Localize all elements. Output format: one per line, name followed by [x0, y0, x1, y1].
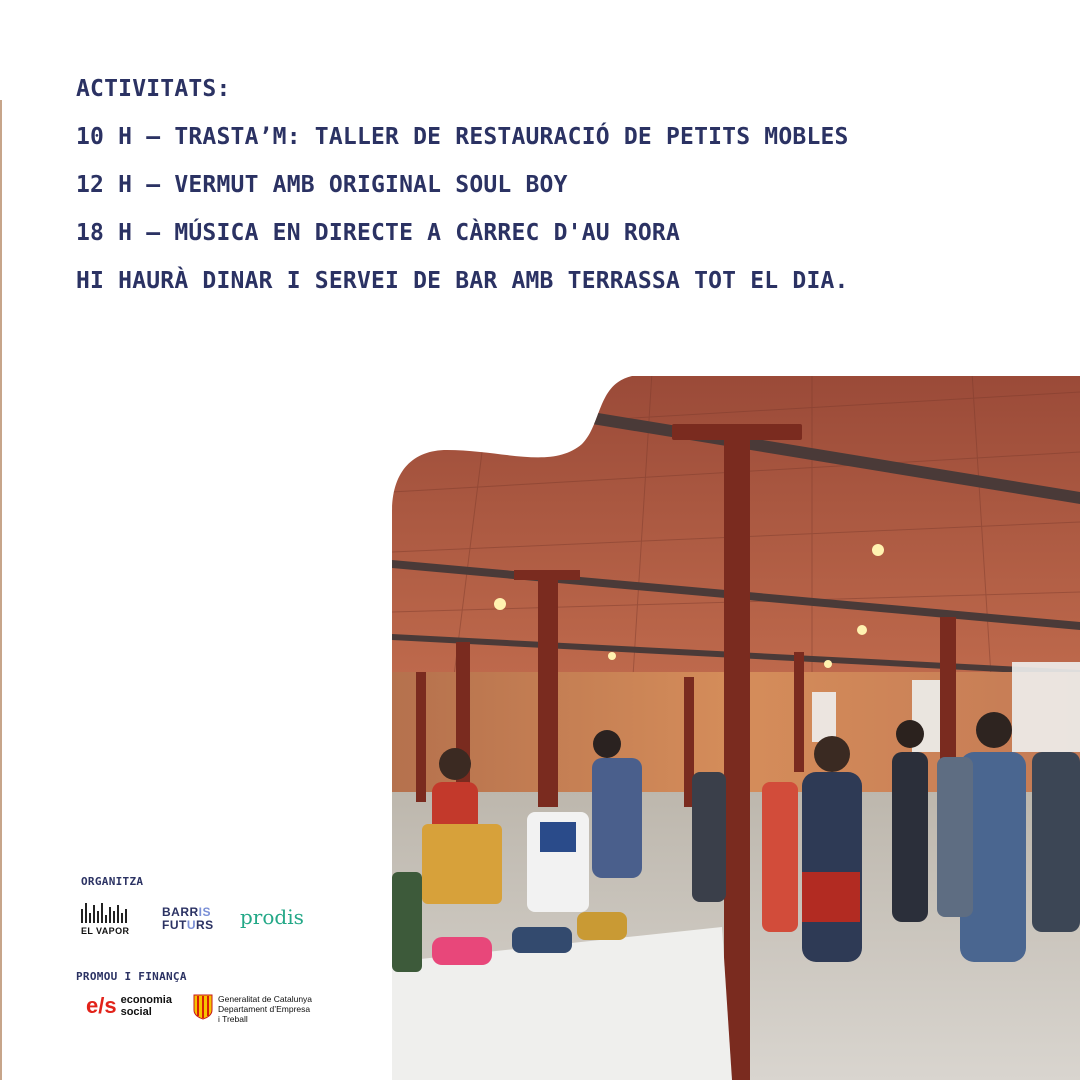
department-text-2: i Treball — [218, 1014, 248, 1024]
generalitat-shield-icon — [193, 994, 213, 1020]
barris-accent-text: IS — [198, 905, 212, 919]
prodis-logo: prodis — [240, 905, 304, 929]
el-vapor-bars-icon — [81, 903, 137, 923]
el-vapor-wordmark: EL VAPOR — [81, 926, 130, 936]
organizes-heading: ORGANITZA — [81, 875, 144, 888]
generalitat-logo — [193, 994, 312, 1024]
economia-social-logo — [86, 994, 172, 1018]
activities-heading: ACTIVITATS: — [76, 76, 231, 102]
department-text: Departament d’Empresa — [218, 1004, 311, 1014]
left-edge-line — [0, 100, 2, 1080]
funds-heading: PROMOU I FINANÇA — [76, 970, 187, 983]
market-hall-photo — [392, 372, 1080, 1080]
activity-item: 12 H – VERMUT AMB ORIGINAL SOUL BOY — [76, 172, 568, 198]
activities-block — [76, 72, 849, 312]
economia-social-wordmark — [121, 994, 172, 1018]
futurs-accent-text: U — [186, 918, 196, 932]
generalitat-text: Generalitat de Catalunya — [218, 994, 313, 1004]
barris-futurs-logo — [162, 906, 214, 932]
activities-note: HI HAURÀ DINAR I SERVEI DE BAR AMB TERRASSA TOT EL DIA. — [76, 268, 849, 294]
activity-item: 10 H – TRASTA’M: TALLER DE RESTAURACIÓ DE PETITS MOBLES — [76, 124, 849, 150]
generalitat-wordmark — [218, 994, 312, 1024]
economia-text: economia — [120, 994, 172, 1006]
futurs-text: FUT — [162, 918, 187, 932]
economia-social-mark-icon: e/s — [86, 993, 117, 1018]
activity-item: 18 H – MÚSICA EN DIRECTE A CÀRREC D'AU RORA — [76, 220, 681, 246]
barris-text: BARR — [162, 905, 199, 919]
social-text: social — [120, 1006, 152, 1018]
el-vapor-logo — [81, 903, 137, 939]
futurs-end-text: RS — [196, 918, 214, 932]
